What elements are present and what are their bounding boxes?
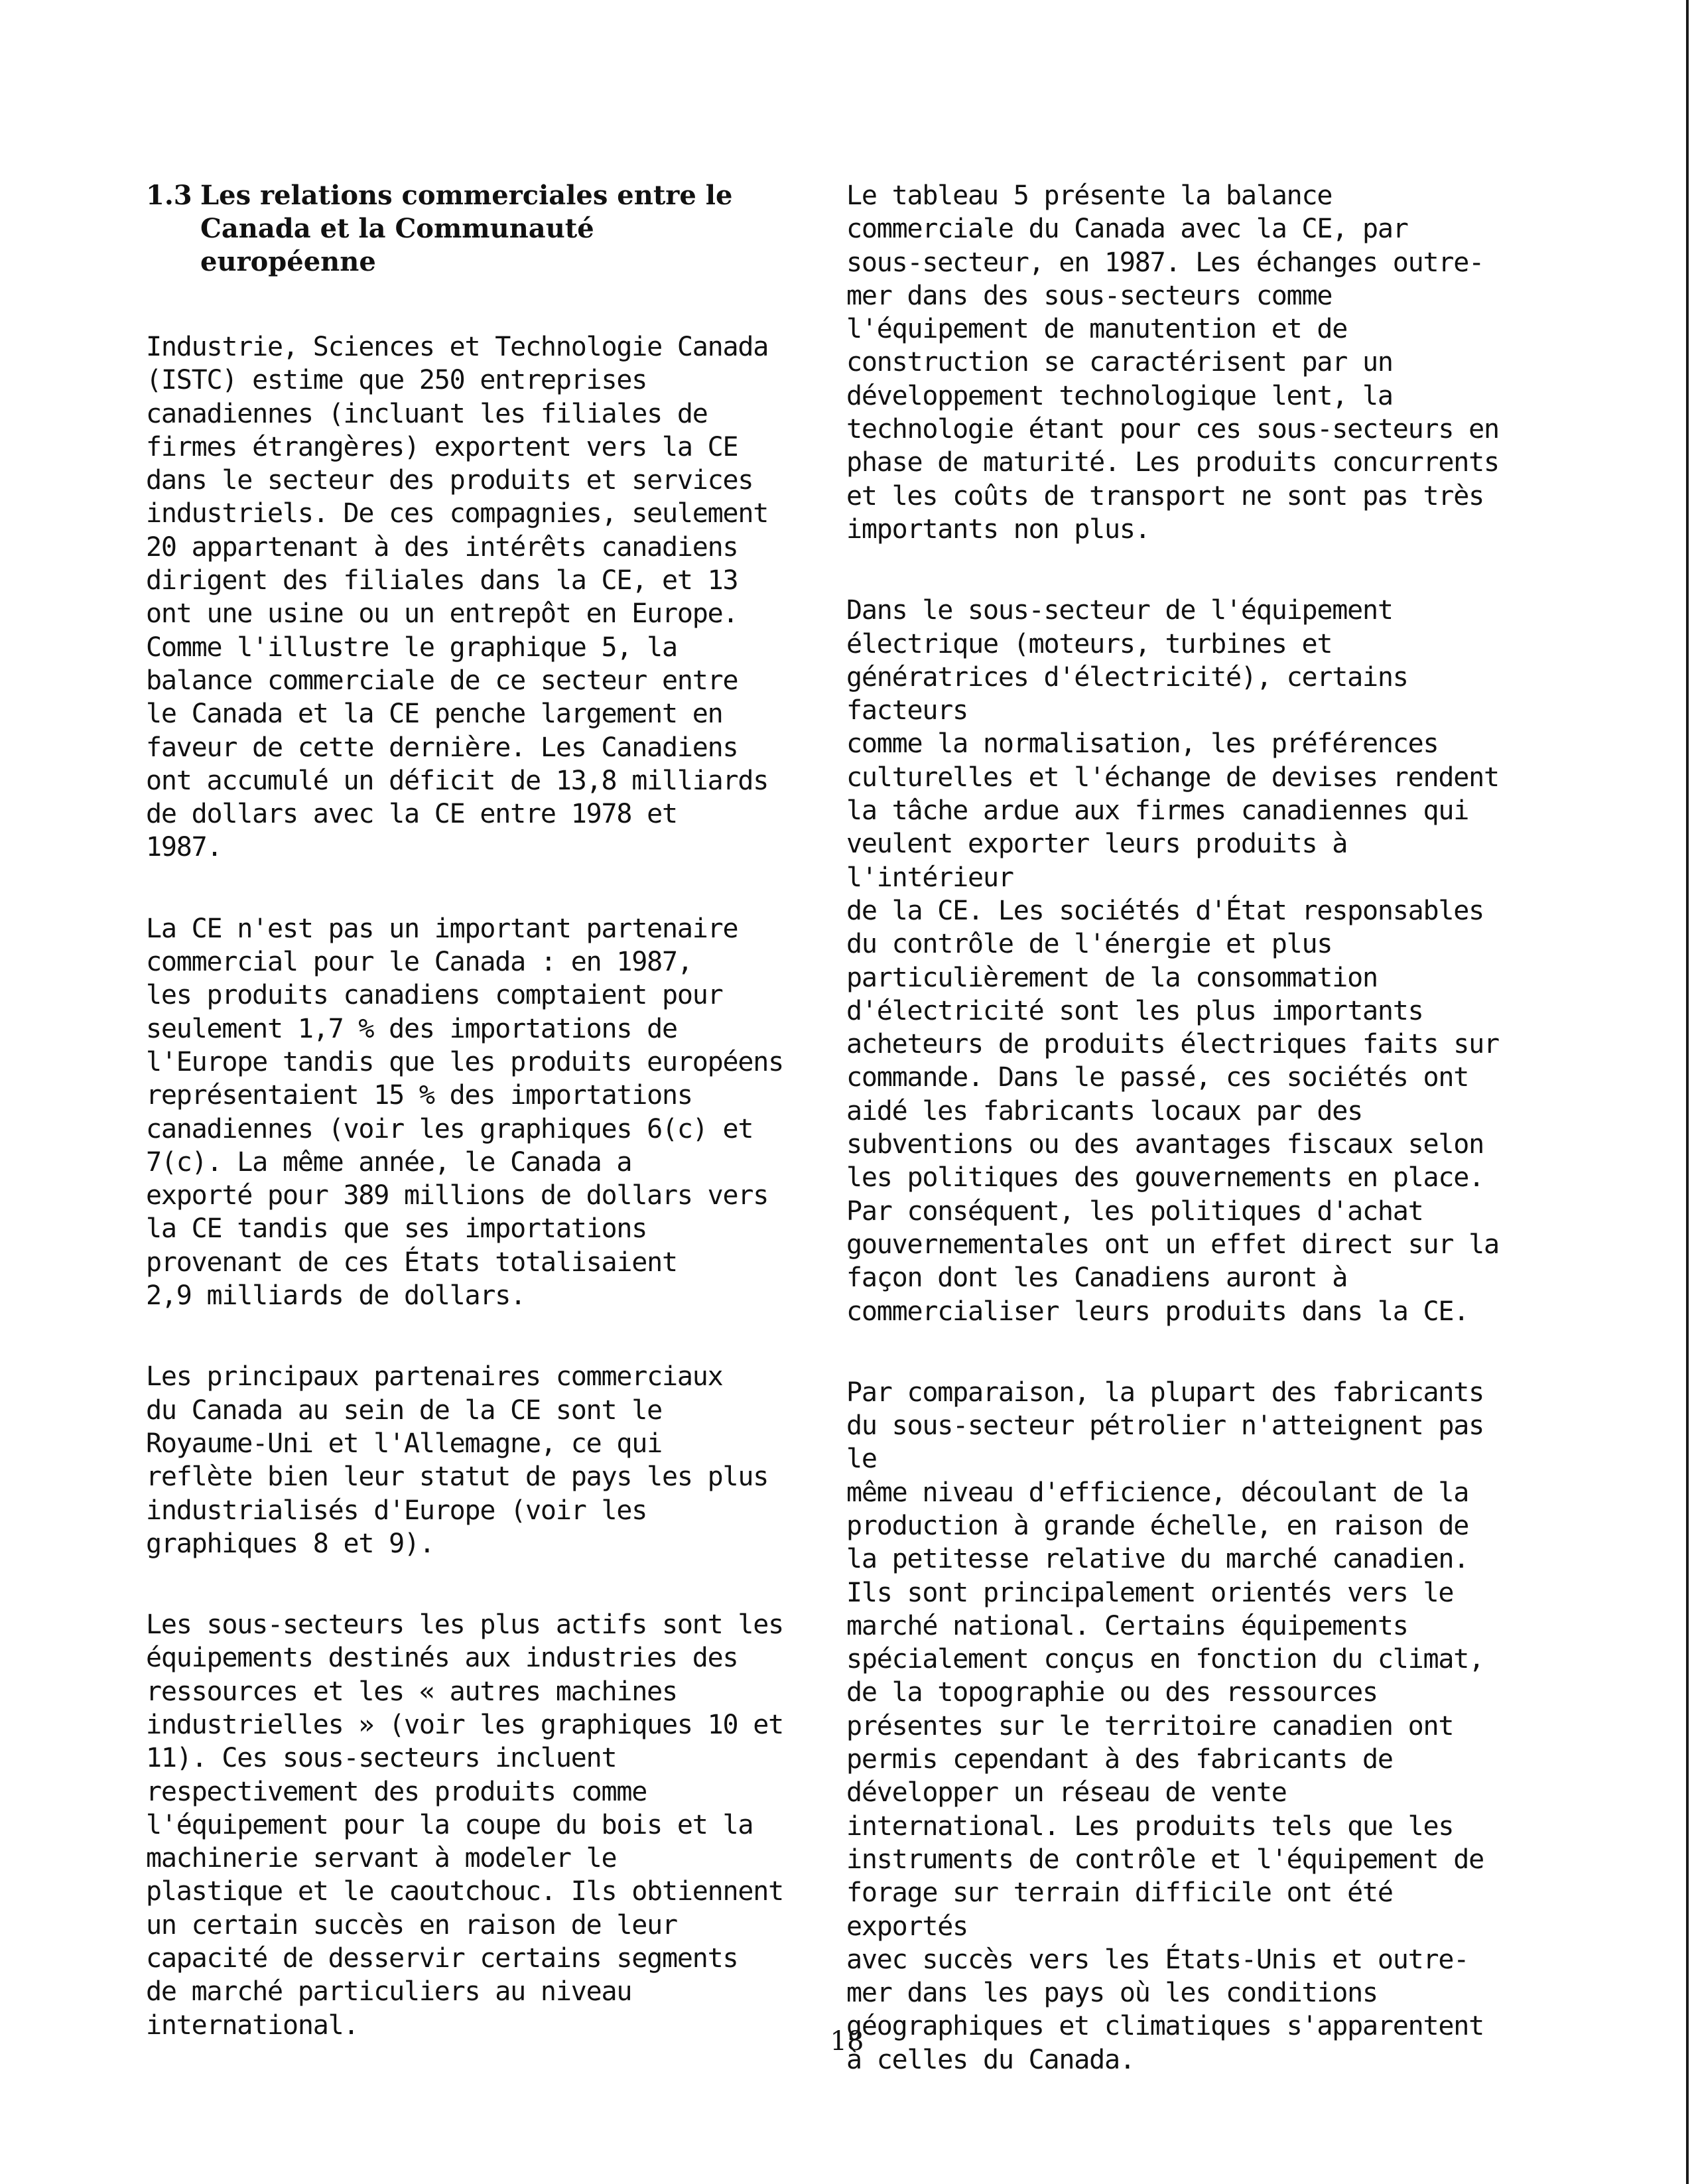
left-column: [146, 179, 809, 2090]
paragraph: Industrie, Sciences et Technologie Canada (ISTC) estime que 250 entreprises canadiennes (incluant les filiales de firmes étrangères) exportent vers la CE dans le secteur des produits et services industriels. De ces compagnies, seulement 20 appartenant à des intérêts canadiens dirigent des filiales dans la CE, et 13 ont une usine ou un entrepôt en Europe. Comme l'illustre le graphique 5, la balance commerciale de ce secteur entre le Canada et la CE penche largement en faveur de cette dernière. Les Canadiens ont accumulé un déficit de 13,8 milliards de dollars avec la CE entre 1978 et 1987.: [146, 332, 769, 863]
paragraph: Dans le sous-secteur de l'équipement électrique (moteurs, turbines et génératrices d'électricité), certains facteurs comme la normalisation, les préférences culturelles et l'échange de devises rendent la tâche ardue aux firmes canadiennes qui veulent exporter leurs produits à l'intérieur de la CE. Les sociétés d'État responsables du contrôle de l'énergie et plus particulièrement de la consommation d'électricité sont les plus importants acheteurs de produits électriques faits sur commande. Dans le passé, ces sociétés ont aidé les fabricants locaux par des subventions ou des avantages fiscaux selon les politiques des gouvernements en place. Par conséquent, les politiques d'achat gouvernementales ont un effet direct sur la façon dont les Canadiens auront à commercialiser leurs produits dans la CE.: [846, 595, 1499, 1327]
scan-border-edge: [1686, 0, 1689, 2184]
paragraph: Les principaux partenaires commerciaux du Canada au sein de la CE sont le Royaume-Uni et l'Allemagne, ce qui reflète bien leur statut de pays les plus industrialisés d'Europe (voir les graphiques 8 et 9).: [146, 1361, 769, 1559]
paragraph: La CE n'est pas un important partenaire commercial pour le Canada : en 1987, les produits canadiens comptaient pour seulement 1,7 % des importations de l'Europe tandis que les produits européens représentaient 15 % des importations canadiennes (voir les graphiques 6(c) et 7(c). La même année, le Canada a exporté pour 389 millions de dollars vers la CE tandis que ses importations provenant de ces États totalisaient 2,9 milliards de dollars.: [146, 913, 784, 1312]
section-title: Les relations commerciales entre le Canada et la Communauté européenne: [200, 180, 733, 277]
paragraph: Les sous-secteurs les plus actifs sont les équipements destinés aux industries des ressources et les « autres machines industrielles » (voir les graphiques 10 et 11). Ces sous-secteurs incluent respectivement des produits comme l'équipement pour la coupe du bois et la machinerie servant à modeler le plastique et le caoutchouc. Ils obtiennent un certain succès en raison de leur capacité de desservir certains segments de marché particuliers au niveau international.: [146, 1609, 784, 2041]
right-column: [846, 179, 1510, 2124]
paragraph: Par comparaison, la plupart des fabricants du sous-secteur pétrolier n'atteignent pas le même niveau d'efficience, découlant de la production à grande échelle, en raison de la petitesse relative du marché canadien. Ils sont principalement orientés vers le marché national. Certains équipements spécialement conçus en fonction du climat, de la topographie ou des ressources présentes sur le territoire canadien ont permis cependant à des fabricants de développer un réseau de vente international. Les produits tels que les instruments de contrôle et l'équipement de forage sur terrain difficile ont été exportés avec succès vers les États-Unis et outre- mer dans les pays où les conditions géographiques et climatiques s'apparentent à celles du Canada.: [846, 1377, 1484, 2075]
paragraph: Le tableau 5 présente la balance commerciale du Canada avec la CE, par sous-secteur, en 1987. Les échanges outre- mer dans des sous-secteurs comme l'équipement de manutention et de construction se caractérisent par un développement technologique lent, la technologie étant pour ces sous-secteurs en phase de maturité. Les produits concurrents et les coûts de transport ne sont pas très importants non plus.: [846, 180, 1499, 545]
section-heading: [146, 179, 809, 279]
section-number: 1.3: [146, 180, 192, 211]
page-number: 18: [830, 2026, 864, 2057]
